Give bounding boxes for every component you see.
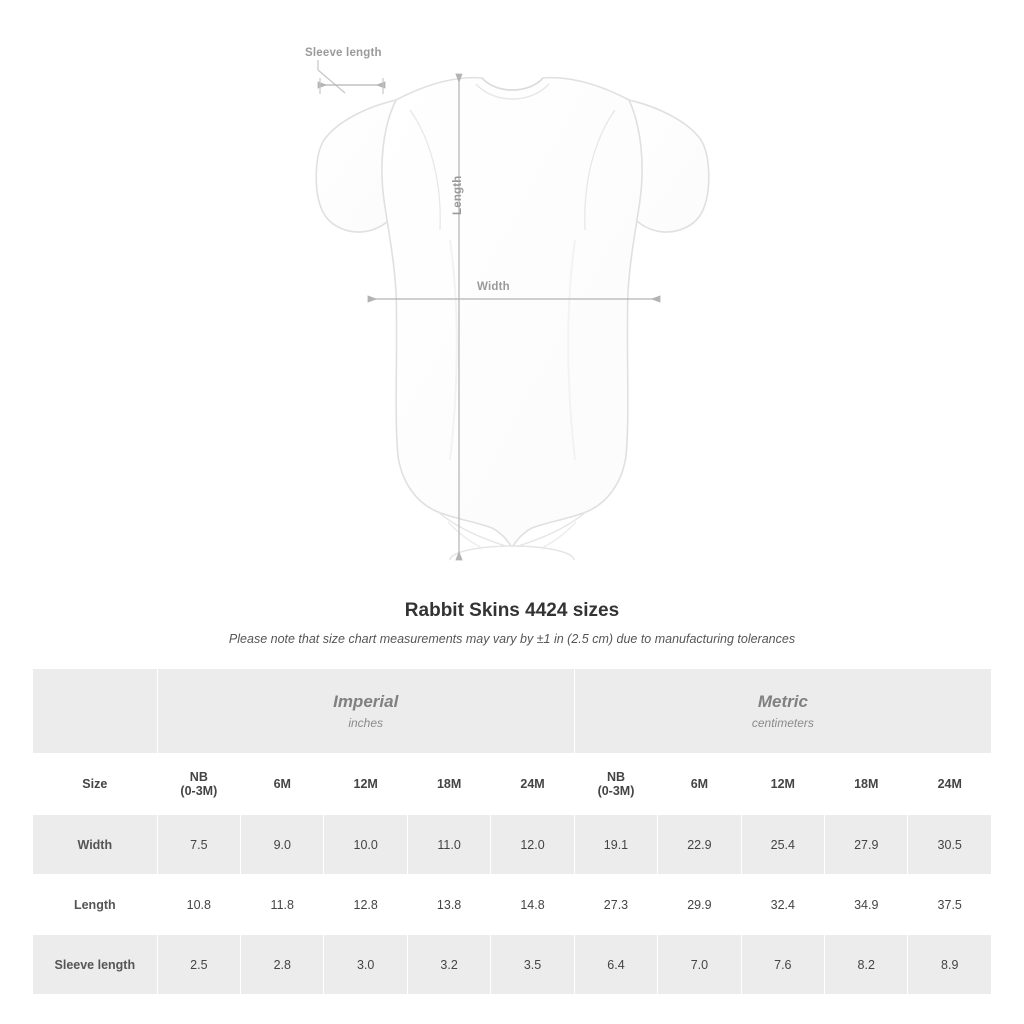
table-row — [33, 935, 992, 995]
row-label-width: Width — [33, 815, 158, 875]
row-label-length: Length — [33, 875, 158, 935]
page-title: Rabbit Skins 4424 sizes — [404, 600, 620, 621]
column-header-6m-in: 6M — [241, 754, 324, 815]
unit-group-imperial-sub: inches — [348, 716, 384, 730]
size-chart-table-wrap — [32, 668, 992, 995]
column-header-12m-cm: 12M — [741, 754, 824, 815]
cell-sleeve-12m-cm: 7.6 — [741, 935, 824, 995]
column-header-nb-cm — [574, 754, 657, 815]
cell-sleeve-24m-in: 3.5 — [491, 935, 574, 995]
unit-group-metric — [574, 669, 991, 754]
tolerance-note: Please note that size chart measurements may vary by ±1 in (2.5 cm) due to manufacturing tolerances — [228, 632, 796, 646]
cell-length-24m-in: 14.8 — [491, 875, 574, 935]
cell-length-24m-cm: 37.5 — [908, 875, 992, 935]
unit-group-metric-name: Metric — [757, 692, 808, 711]
column-header-6m-cm: 6M — [658, 754, 741, 815]
column-header-24m-cm: 24M — [908, 754, 992, 815]
annotation-sleeve-length: Sleeve length — [305, 47, 382, 59]
column-header-18m-cm: 18M — [825, 754, 908, 815]
cell-sleeve-18m-in: 3.2 — [407, 935, 490, 995]
annotation-length: Length — [452, 175, 464, 215]
cell-sleeve-6m-cm: 7.0 — [658, 935, 741, 995]
cell-length-18m-in: 13.8 — [407, 875, 490, 935]
cell-sleeve-24m-cm: 8.9 — [908, 935, 992, 995]
row-label-sleeve-length: Sleeve length — [33, 935, 158, 995]
size-chart-table — [32, 668, 992, 995]
column-header-nb-in-label: NB — [189, 770, 208, 784]
cell-sleeve-nb-cm: 6.4 — [574, 935, 657, 995]
cell-width-12m-cm: 25.4 — [741, 815, 824, 875]
table-row — [33, 875, 992, 935]
cell-length-6m-in: 11.8 — [241, 875, 324, 935]
cell-sleeve-12m-in: 3.0 — [324, 935, 407, 995]
cell-width-18m-in: 11.0 — [407, 815, 490, 875]
cell-length-12m-cm: 32.4 — [741, 875, 824, 935]
cell-sleeve-18m-cm: 8.2 — [825, 935, 908, 995]
column-header-nb-cm-sub: (0-3M) — [597, 784, 635, 798]
cell-length-nb-cm: 27.3 — [574, 875, 657, 935]
cell-width-6m-in: 9.0 — [241, 815, 324, 875]
bodysuit-svg — [300, 60, 725, 560]
size-header-row — [33, 754, 992, 815]
column-header-nb-in — [157, 754, 240, 815]
unit-group-imperial — [157, 669, 574, 754]
cell-width-12m-in: 10.0 — [324, 815, 407, 875]
cell-length-nb-in: 10.8 — [157, 875, 240, 935]
cell-width-24m-cm: 30.5 — [908, 815, 992, 875]
cell-width-6m-cm: 22.9 — [658, 815, 741, 875]
cell-width-18m-cm: 27.9 — [825, 815, 908, 875]
cell-sleeve-6m-in: 2.8 — [241, 935, 324, 995]
annotation-width: Width — [477, 281, 510, 293]
column-header-24m-in: 24M — [491, 754, 574, 815]
cell-length-6m-cm: 29.9 — [658, 875, 741, 935]
unit-group-metric-sub: centimeters — [751, 716, 814, 730]
cell-width-nb-cm: 19.1 — [574, 815, 657, 875]
cell-width-nb-in: 7.5 — [157, 815, 240, 875]
bodysuit-graphic — [300, 60, 725, 560]
cell-length-12m-in: 12.8 — [324, 875, 407, 935]
column-header-nb-in-sub: (0-3M) — [180, 784, 218, 798]
unit-group-imperial-name: Imperial — [333, 692, 399, 711]
table-row — [33, 815, 992, 875]
unit-group-row — [33, 669, 992, 754]
cell-length-18m-cm: 34.9 — [825, 875, 908, 935]
cell-width-24m-in: 12.0 — [491, 815, 574, 875]
column-header-nb-cm-label: NB — [606, 770, 625, 784]
header-size-label: Size — [33, 754, 158, 815]
corner-cell — [33, 669, 158, 754]
cell-sleeve-nb-in: 2.5 — [157, 935, 240, 995]
column-header-12m-in: 12M — [324, 754, 407, 815]
chart-heading-block — [0, 600, 1024, 646]
column-header-18m-in: 18M — [407, 754, 490, 815]
